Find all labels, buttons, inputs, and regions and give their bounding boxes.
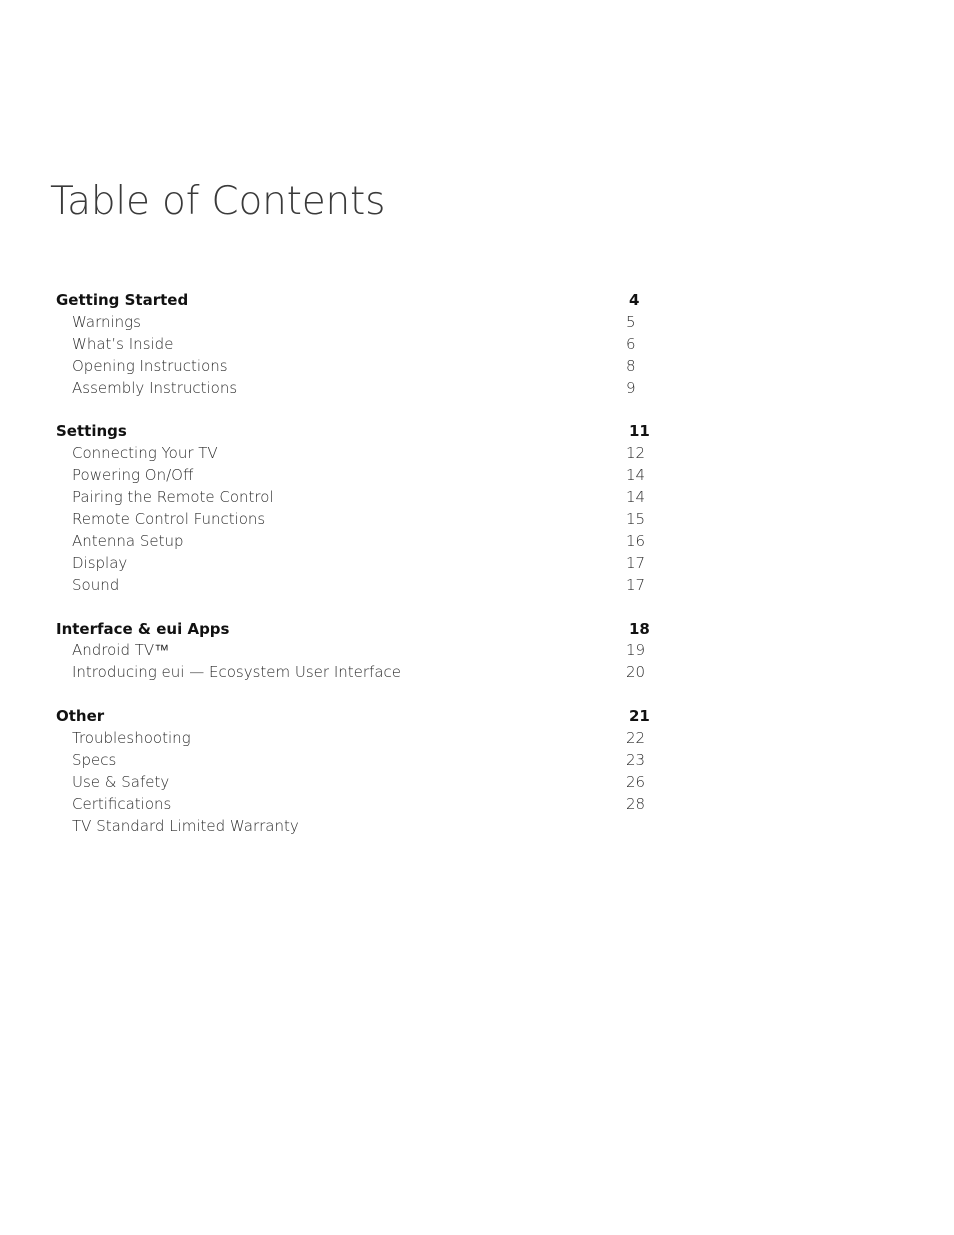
toc-page-number: 12: [626, 444, 646, 463]
toc-item-label: Android TV™: [72, 641, 170, 660]
toc-item-label: Pairing the Remote Control: [72, 488, 274, 507]
toc-page-number: 21: [629, 707, 650, 726]
toc-item-label: Antenna Setup: [72, 531, 184, 550]
toc-page-number: 9: [626, 378, 636, 397]
toc-item[interactable]: [56, 816, 648, 838]
toc-item[interactable]: [56, 772, 648, 794]
toc-item[interactable]: [56, 487, 648, 509]
toc-item[interactable]: [56, 334, 648, 356]
toc-page-number: 4: [629, 291, 640, 309]
page-title: Table of Contents: [50, 179, 386, 224]
toc-item-label: TV Standard Limited Warranty: [72, 816, 299, 835]
toc-page-number: 18: [629, 619, 650, 638]
toc-page-number: 19: [626, 641, 646, 660]
toc-item-label: Troubleshooting: [72, 729, 191, 748]
toc-heading-label: Other: [56, 707, 105, 726]
toc-item-label: Display: [72, 553, 128, 572]
toc-item-label: Use & Safety: [72, 772, 170, 791]
toc-page-number: 6: [626, 334, 636, 353]
toc-heading-getting-started[interactable]: [56, 290, 648, 312]
toc-item-label: Powering On/Off: [72, 466, 194, 485]
toc-page-number: 26: [626, 772, 646, 791]
toc-page-number: 15: [626, 510, 646, 529]
toc-heading-interface-eui-apps[interactable]: [56, 619, 648, 641]
toc-page-number: 20: [626, 663, 646, 682]
toc-section-interface-eui-apps: [56, 619, 648, 685]
toc-item[interactable]: [56, 465, 648, 487]
toc-item-label: Introducing eui — Ecosystem User Interface: [72, 663, 401, 682]
toc-item-label: Assembly Instructions: [72, 378, 238, 397]
toc-heading-label: Interface & eui Apps: [56, 619, 230, 638]
toc-item-label: Certifications: [72, 794, 172, 813]
toc-page-number: 22: [626, 729, 646, 748]
toc-page-number: 5: [626, 312, 636, 331]
toc-section-getting-started: [56, 290, 648, 399]
toc-item[interactable]: [56, 750, 648, 772]
toc-heading-label: Settings: [56, 422, 127, 441]
toc-item-label: Sound: [72, 575, 120, 594]
toc-item[interactable]: [56, 728, 648, 750]
toc-item[interactable]: [56, 312, 648, 334]
table-of-contents: [56, 290, 648, 860]
toc-item[interactable]: [56, 378, 648, 400]
toc-item[interactable]: [56, 553, 648, 575]
toc-item[interactable]: [56, 575, 648, 597]
toc-page-number: 14: [626, 488, 646, 507]
toc-item[interactable]: [56, 794, 648, 816]
toc-page-number: 17: [626, 575, 646, 594]
toc-page-number: 28: [626, 794, 646, 813]
toc-item-label: Remote Control Functions: [72, 510, 266, 529]
toc-item-label: What’s Inside: [72, 334, 174, 353]
toc-item[interactable]: [56, 640, 648, 662]
toc-section-settings: [56, 421, 648, 596]
toc-page-number: 11: [629, 422, 650, 441]
toc-heading-other[interactable]: [56, 706, 648, 728]
toc-item-label: Warnings: [72, 312, 141, 331]
toc-item-label: Specs: [72, 751, 117, 770]
toc-item[interactable]: [56, 509, 648, 531]
toc-item-label: Opening Instructions: [72, 356, 228, 375]
toc-item-label: Connecting Your TV: [72, 444, 218, 463]
toc-item[interactable]: [56, 443, 648, 465]
toc-heading-settings[interactable]: [56, 421, 648, 443]
toc-item[interactable]: [56, 531, 648, 553]
toc-page-number: 8: [626, 356, 636, 375]
toc-heading-label: Getting Started: [56, 291, 189, 309]
toc-page-number: 14: [626, 466, 646, 485]
toc-page-number: 17: [626, 553, 646, 572]
toc-item[interactable]: [56, 662, 648, 684]
toc-section-other: [56, 706, 648, 837]
toc-page-number: 23: [626, 751, 646, 770]
toc-item[interactable]: [56, 356, 648, 378]
toc-page-number: 16: [626, 531, 646, 550]
